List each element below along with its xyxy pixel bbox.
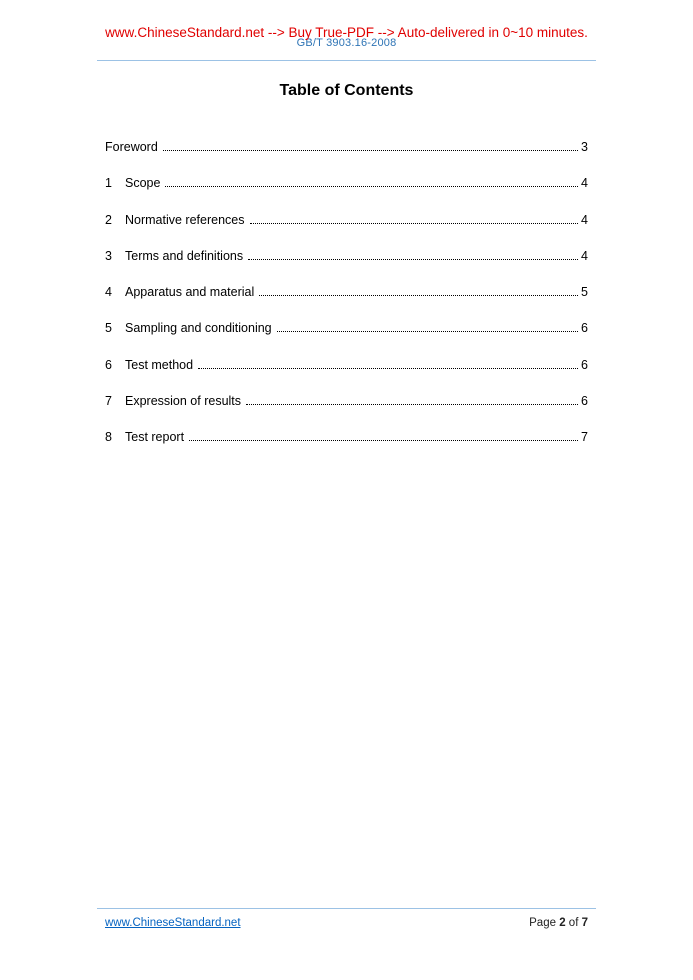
toc-entry[interactable]	[105, 321, 588, 357]
footer-rule	[97, 908, 596, 909]
toc-entry[interactable]	[105, 394, 588, 430]
header-rule	[97, 60, 596, 61]
toc-entry-label: Normative references	[125, 212, 245, 227]
toc-entry-number: 2	[105, 212, 112, 227]
toc-entry-number: 6	[105, 357, 112, 372]
toc-leader-dots	[277, 331, 578, 332]
toc-entry-label: Test report	[125, 430, 185, 445]
toc-entry-page: 4	[581, 212, 588, 227]
page-word: Page	[529, 917, 556, 929]
toc-entry-page: 6	[581, 394, 588, 409]
toc-entry-page: 5	[581, 285, 588, 300]
toc-entry-number: 1	[105, 176, 112, 191]
toc-entry[interactable]	[105, 430, 588, 466]
toc-leader-dots	[248, 259, 578, 260]
toc-leader-dots	[246, 404, 578, 405]
footer-link[interactable]: www.ChineseStandard.net	[105, 917, 241, 929]
toc-entry[interactable]	[105, 176, 588, 212]
toc-entry-label: Sampling and conditioning	[125, 321, 272, 336]
toc-entry-number: 8	[105, 430, 112, 445]
toc-entry-label: Scope	[125, 176, 161, 191]
toc-leader-dots	[163, 150, 578, 151]
toc-entry-page: 6	[581, 357, 588, 372]
toc-entry[interactable]	[105, 140, 588, 176]
toc-leader-dots	[198, 368, 578, 369]
toc-entry-label: Expression of results	[125, 394, 242, 409]
toc-leader-dots	[250, 223, 579, 224]
toc-entry-number: 4	[105, 285, 112, 300]
toc-entry-label: Terms and definitions	[125, 248, 244, 263]
toc-entry[interactable]	[105, 213, 588, 249]
of-word: of	[568, 917, 579, 929]
table-of-contents	[105, 140, 588, 467]
toc-leader-dots	[259, 295, 578, 296]
toc-leader-dots	[189, 440, 578, 441]
toc-entry-label: Test method	[125, 357, 194, 372]
toc-entry-number: 3	[105, 248, 112, 263]
toc-entry[interactable]	[105, 249, 588, 285]
toc-entry-number: 5	[105, 321, 112, 336]
toc-entry[interactable]	[105, 285, 588, 321]
toc-entry-page: 7	[581, 430, 588, 445]
page-indicator	[529, 917, 588, 929]
toc-leader-dots	[165, 186, 578, 187]
purchase-notice: www.ChineseStandard.net --> Buy True-PDF --> Auto-delivered in 0~10 minutes.	[105, 25, 588, 40]
standard-code: GB/T 3903.16-2008	[296, 37, 397, 49]
toc-entry-page: 4	[581, 176, 588, 191]
toc-entry-page: 4	[581, 248, 588, 263]
page-current: 2	[559, 917, 566, 929]
toc-entry[interactable]	[105, 358, 588, 394]
toc-entry-label: Apparatus and material	[125, 285, 255, 300]
toc-entry-page: 6	[581, 321, 588, 336]
toc-entry-page: 3	[581, 140, 588, 154]
page-title: Table of Contents	[279, 82, 414, 99]
page-total: 7	[581, 917, 588, 929]
toc-entry-number: 7	[105, 394, 112, 409]
toc-entry-label: Foreword	[105, 140, 158, 154]
